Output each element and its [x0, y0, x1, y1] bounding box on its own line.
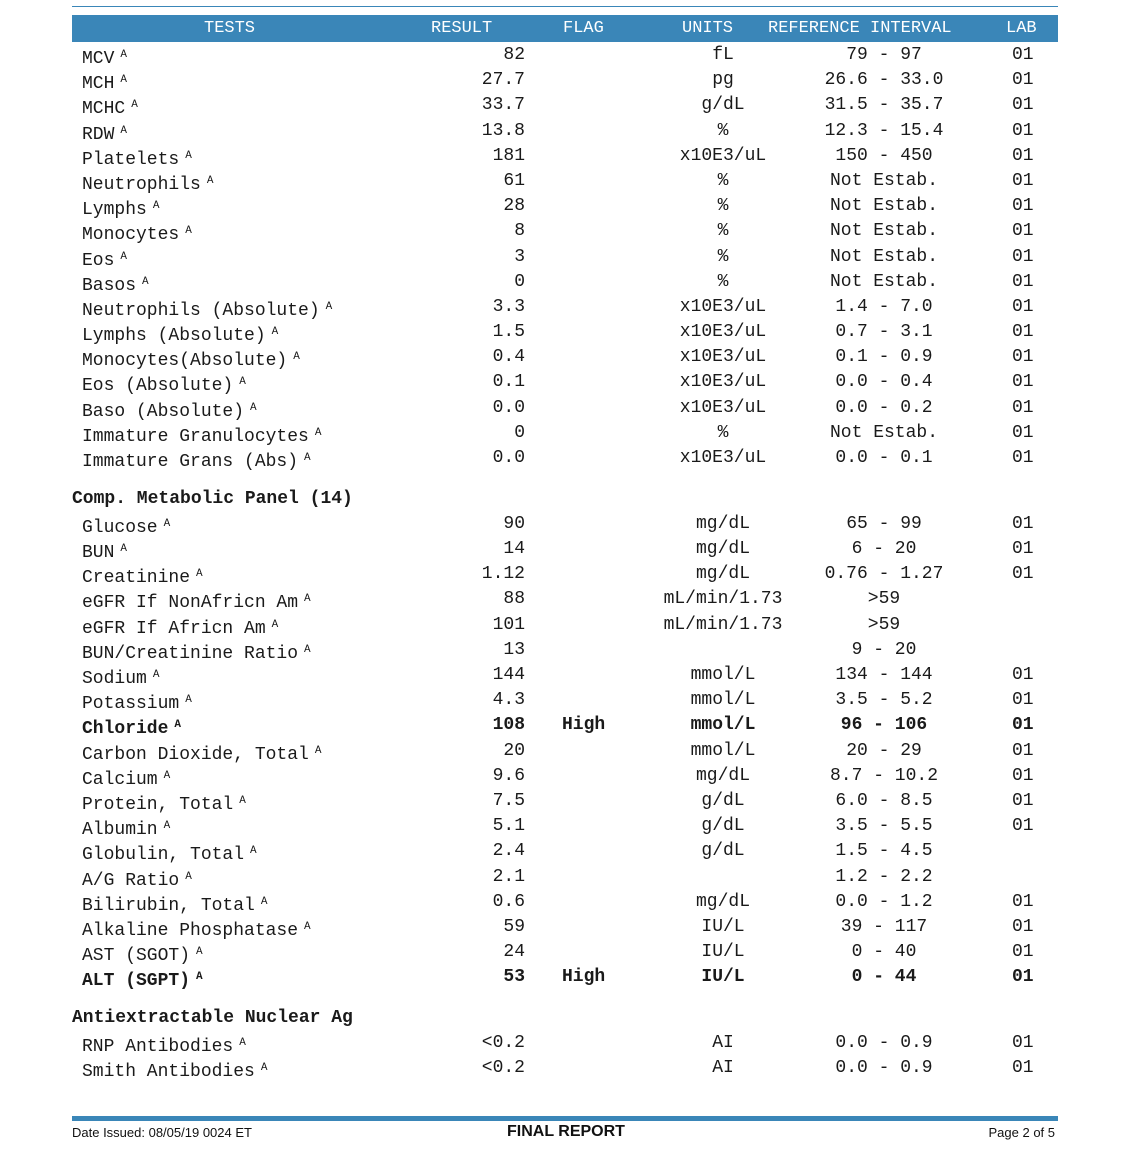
test-units: mg/dL — [695, 513, 750, 534]
test-result: 0 — [514, 422, 525, 443]
test-units: % — [717, 422, 729, 443]
test-name-text: Smith Antibodies — [82, 1062, 255, 1083]
test-name-text: BUN — [82, 543, 115, 564]
test-result: 5.1 — [492, 816, 525, 837]
lab-superscript: A — [314, 426, 322, 439]
test-reference: 0.0 - 1.2 — [835, 891, 933, 912]
test-units: g/dL — [701, 841, 745, 862]
test-reference: 9 - 20 — [851, 639, 917, 660]
test-lab: 01 — [1012, 95, 1034, 116]
test-name-text: Monocytes — [82, 225, 180, 246]
bottom-rule — [72, 1116, 1058, 1121]
table-row — [0, 68, 1125, 93]
test-name-text: BUN/Creatinine Ratio — [82, 643, 299, 664]
test-lab: 01 — [1012, 170, 1034, 191]
test-result: 20 — [503, 740, 525, 761]
test-reference: 0.0 - 0.9 — [835, 1033, 933, 1054]
lab-superscript: A — [185, 870, 192, 883]
lab-superscript: A — [304, 643, 311, 656]
test-result: 0 — [514, 271, 525, 292]
test-units: g/dL — [701, 790, 745, 811]
section-title — [0, 487, 1125, 512]
table-row — [0, 245, 1125, 270]
test-reference: 96 - 106 — [840, 715, 928, 736]
test-name-text: Chloride — [82, 719, 169, 740]
test-units: fL — [712, 45, 734, 65]
test-name-text: Platelets — [82, 149, 180, 170]
test-reference: Not Estab. — [829, 196, 939, 217]
test-name-text: Alkaline Phosphatase — [82, 920, 299, 941]
test-lab: 01 — [1012, 891, 1034, 912]
test-result: 0.0 — [492, 448, 525, 468]
test-name-text: A/G Ratio — [82, 870, 180, 891]
test-result: <0.2 — [481, 1033, 525, 1054]
test-units: mmol/L — [690, 690, 756, 711]
test-result: 181 — [492, 145, 525, 166]
table-row — [0, 587, 1125, 612]
col-reference: REFERENCE INTERVAL — [768, 19, 952, 38]
test-lab: 01 — [1012, 1033, 1034, 1054]
test-name-text: Protein, Total — [82, 794, 234, 815]
col-flag: FLAG — [563, 19, 604, 38]
test-reference: 0.76 - 1.27 — [824, 564, 944, 585]
test-units: mL/min/1.73 — [663, 589, 783, 610]
lab-superscript: A — [271, 326, 279, 339]
section-title-text: Comp. Metabolic Panel (14) — [72, 488, 353, 509]
test-flag: High — [562, 715, 606, 736]
test-units: % — [717, 246, 729, 267]
test-lab: 01 — [1012, 196, 1034, 217]
test-name-text: Carbon Dioxide, Total — [82, 744, 309, 765]
test-units: AI — [712, 1033, 734, 1054]
test-reference: 3.5 - 5.5 — [835, 816, 933, 837]
lab-superscript: A — [196, 568, 203, 581]
test-units: mmol/L — [690, 740, 756, 761]
test-lab: 01 — [1012, 513, 1034, 534]
test-result: 8 — [514, 221, 525, 242]
test-lab: 01 — [1012, 1058, 1034, 1079]
table-row — [0, 169, 1125, 194]
test-lab: 01 — [1012, 271, 1034, 292]
test-name-text: Neutrophils (Absolute) — [82, 300, 320, 321]
test-lab: 01 — [1012, 397, 1034, 418]
top-rule — [72, 6, 1058, 7]
page-number: Page 2 of 5 — [988, 1125, 1055, 1140]
test-lab: 01 — [1012, 715, 1034, 736]
lab-superscript: A — [163, 769, 171, 782]
test-lab: 01 — [1012, 246, 1034, 267]
test-units: x10E3/uL — [679, 322, 767, 343]
test-units: x10E3/uL — [679, 296, 767, 317]
lab-superscript: A — [325, 300, 333, 313]
test-name-text: MCV — [82, 49, 115, 69]
test-name-text: Eos (Absolute) — [82, 376, 234, 397]
test-lab: 01 — [1012, 790, 1034, 811]
test-name-text: ALT (SGPT) — [82, 971, 191, 992]
test-units: % — [717, 170, 729, 191]
lab-superscript: A — [239, 1037, 246, 1050]
lab-superscript: A — [120, 74, 128, 87]
test-reference: 0.0 - 0.2 — [835, 397, 933, 418]
test-name-text: Albumin — [82, 820, 158, 841]
table-row — [0, 320, 1125, 345]
lab-superscript: A — [271, 618, 279, 631]
lab-superscript: A — [239, 794, 246, 807]
test-name-text: Bilirubin, Total — [82, 895, 255, 916]
test-result: 0.4 — [492, 347, 525, 368]
test-result: 2.4 — [492, 841, 525, 862]
test-reference: 79 - 97 — [846, 45, 922, 65]
table-row — [0, 219, 1125, 244]
lab-superscript: A — [304, 452, 311, 464]
test-result: 13.8 — [481, 120, 525, 141]
test-lab: 01 — [1012, 740, 1034, 761]
lab-superscript: A — [314, 744, 322, 757]
table-row — [0, 890, 1125, 915]
test-reference: 1.4 - 7.0 — [835, 296, 933, 317]
test-result: 4.3 — [492, 690, 525, 711]
test-result: 53 — [503, 967, 525, 988]
test-units: g/dL — [701, 816, 745, 837]
lab-superscript: A — [196, 946, 203, 959]
test-result: 59 — [503, 916, 525, 937]
lab-superscript: A — [163, 820, 171, 833]
table-row — [0, 396, 1125, 421]
test-units: IU/L — [701, 942, 745, 963]
test-units: x10E3/uL — [679, 347, 767, 368]
test-reference: 0 - 40 — [851, 942, 917, 963]
test-reference: 65 - 99 — [846, 513, 922, 534]
test-reference: 1.5 - 4.5 — [835, 841, 933, 862]
test-lab: 01 — [1012, 45, 1034, 65]
table-row — [0, 713, 1125, 738]
table-row — [0, 194, 1125, 219]
test-lab: 01 — [1012, 322, 1034, 343]
table-row — [0, 764, 1125, 789]
test-result: 90 — [503, 513, 525, 534]
table-row — [0, 144, 1125, 169]
test-name-text: MCHC — [82, 99, 126, 120]
test-units: pg — [712, 70, 734, 91]
lab-superscript: A — [120, 250, 128, 263]
table-row — [0, 370, 1125, 395]
lab-superscript: A — [174, 719, 182, 732]
lab-superscript: A — [196, 971, 203, 984]
test-lab: 01 — [1012, 539, 1034, 560]
test-units: AI — [712, 1058, 734, 1079]
table-row — [0, 446, 1125, 471]
test-result: 144 — [492, 665, 525, 685]
table-row — [0, 295, 1125, 320]
test-result: 0.1 — [492, 372, 525, 393]
table-row — [0, 537, 1125, 562]
lab-superscript: A — [131, 99, 138, 112]
lab-superscript: A — [185, 694, 192, 707]
test-reference: Not Estab. — [829, 422, 939, 443]
table-row — [0, 865, 1125, 890]
lab-superscript: A — [185, 225, 192, 238]
table-row — [0, 1056, 1125, 1081]
test-reference: 12.3 - 15.4 — [824, 120, 944, 141]
test-reference: 0.7 - 3.1 — [835, 322, 933, 343]
table-row — [0, 739, 1125, 764]
test-reference: 20 - 29 — [846, 740, 922, 761]
col-lab: LAB — [1006, 19, 1037, 38]
test-name-text: Eos — [82, 250, 115, 271]
test-reference: 1.2 - 2.2 — [835, 866, 933, 887]
test-name-text: Globulin, Total — [82, 845, 245, 866]
section-title-text: Antiextractable Nuclear Ag — [72, 1007, 353, 1028]
test-units: x10E3/uL — [679, 448, 767, 468]
test-name-text: RNP Antibodies — [82, 1037, 234, 1058]
test-name-text: Glucose — [82, 517, 158, 538]
test-reference: 0.0 - 0.9 — [835, 1058, 933, 1079]
test-name-text: Potassium — [82, 694, 180, 715]
test-result: 3.3 — [492, 296, 525, 317]
table-row — [0, 814, 1125, 839]
test-result: 108 — [492, 715, 525, 736]
lab-superscript: A — [250, 845, 257, 858]
test-result: 1.5 — [492, 322, 525, 343]
date-issued: Date Issued: 08/05/19 0024 ET — [72, 1125, 252, 1140]
lab-superscript: A — [239, 376, 246, 389]
test-name-text: RDW — [82, 124, 115, 145]
test-name — [82, 965, 203, 994]
test-result: 24 — [503, 942, 525, 963]
table-row — [0, 663, 1125, 688]
test-lab: 01 — [1012, 765, 1034, 786]
test-result: 101 — [492, 614, 525, 635]
test-result: 3 — [514, 246, 525, 267]
test-result: 82 — [503, 45, 525, 65]
test-lab: 01 — [1012, 120, 1034, 141]
test-lab: 01 — [1012, 448, 1034, 468]
table-row — [0, 613, 1125, 638]
test-name — [82, 1056, 267, 1085]
test-result: 2.1 — [492, 866, 525, 887]
test-result: 88 — [503, 589, 525, 610]
test-name-text: MCH — [82, 74, 115, 95]
test-reference: Not Estab. — [829, 271, 939, 292]
test-units: x10E3/uL — [679, 372, 767, 393]
lab-superscript: A — [163, 517, 171, 530]
test-units: mg/dL — [695, 564, 750, 585]
test-result: 0.6 — [492, 891, 525, 912]
test-reference: Not Estab. — [829, 221, 939, 242]
test-units: % — [717, 120, 729, 141]
table-header — [72, 15, 1058, 42]
lab-superscript: A — [206, 174, 214, 187]
test-lab: 01 — [1012, 916, 1034, 937]
test-units: mg/dL — [695, 891, 750, 912]
table-row — [0, 1031, 1125, 1056]
lab-superscript: A — [304, 920, 311, 933]
test-reference: 26.6 - 33.0 — [824, 70, 944, 91]
test-name-text: Sodium — [82, 669, 147, 689]
test-name-text: Lymphs — [82, 200, 147, 221]
table-row — [0, 345, 1125, 370]
test-name-text: Baso (Absolute) — [82, 401, 245, 422]
table-row — [0, 638, 1125, 663]
test-units: g/dL — [701, 95, 745, 116]
test-result: <0.2 — [481, 1058, 525, 1079]
test-reference: 39 - 117 — [840, 916, 928, 937]
col-result: RESULT — [431, 19, 493, 38]
test-flag: High — [562, 967, 606, 988]
test-reference: 134 - 144 — [835, 665, 933, 685]
test-reference: 0.1 - 0.9 — [835, 347, 933, 368]
test-result: 27.7 — [481, 70, 525, 91]
report-status: FINAL REPORT — [507, 1123, 625, 1140]
results-table — [0, 43, 1125, 1082]
test-reference: 3.5 - 5.2 — [835, 690, 933, 711]
test-units: mmol/L — [690, 665, 756, 685]
lab-superscript: A — [260, 895, 268, 908]
test-lab: 01 — [1012, 942, 1034, 963]
test-lab: 01 — [1012, 70, 1034, 91]
test-result: 33.7 — [481, 95, 525, 116]
test-name — [82, 446, 311, 475]
lab-superscript: A — [152, 669, 160, 681]
table-row — [0, 940, 1125, 965]
test-lab: 01 — [1012, 816, 1034, 837]
test-lab: 01 — [1012, 564, 1034, 585]
test-reference: >59 — [867, 589, 901, 610]
lab-superscript: A — [260, 1062, 268, 1075]
test-lab: 01 — [1012, 690, 1034, 711]
test-name-text: Creatinine — [82, 568, 191, 589]
table-row — [0, 270, 1125, 295]
test-name-text: AST (SGOT) — [82, 946, 191, 967]
test-name-text: Neutrophils — [82, 174, 201, 195]
test-reference: 150 - 450 — [835, 145, 933, 166]
test-result: 28 — [503, 196, 525, 217]
test-units: mmol/L — [690, 715, 756, 736]
lab-superscript: A — [120, 543, 128, 556]
test-name-text: Immature Granulocytes — [82, 426, 309, 447]
test-lab: 01 — [1012, 296, 1034, 317]
table-row — [0, 512, 1125, 537]
test-units: % — [717, 196, 729, 217]
lab-superscript: A — [185, 149, 192, 162]
test-reference: >59 — [867, 614, 901, 635]
table-row — [0, 421, 1125, 446]
test-reference: 0.0 - 0.4 — [835, 372, 933, 393]
lab-superscript: A — [152, 200, 160, 213]
table-row — [0, 562, 1125, 587]
col-tests: TESTS — [204, 19, 256, 38]
test-name-text: Immature Grans (Abs) — [82, 452, 299, 472]
lab-superscript: A — [304, 593, 311, 606]
table-row — [0, 688, 1125, 713]
test-reference: 6.0 - 8.5 — [835, 790, 933, 811]
lab-superscript: A — [250, 401, 257, 414]
test-units: mL/min/1.73 — [663, 614, 783, 635]
lab-superscript: A — [120, 124, 128, 137]
test-units: % — [717, 271, 729, 292]
col-units: UNITS — [682, 19, 734, 38]
test-result: 1.12 — [481, 564, 525, 585]
test-reference: 0 - 44 — [851, 967, 917, 988]
section-title — [0, 1006, 1125, 1031]
test-units: mg/dL — [695, 765, 750, 786]
test-result: 9.6 — [492, 765, 525, 786]
test-reference: Not Estab. — [829, 246, 939, 267]
test-lab: 01 — [1012, 221, 1034, 242]
table-row — [0, 965, 1125, 990]
test-reference: 8.7 - 10.2 — [829, 765, 939, 786]
test-name-text: Lymphs (Absolute) — [82, 326, 266, 347]
test-reference: 0.0 - 0.1 — [835, 448, 933, 468]
test-name-text: eGFR If NonAfricn Am — [82, 593, 299, 614]
table-row — [0, 43, 1125, 68]
test-lab: 01 — [1012, 372, 1034, 393]
test-result: 0.0 — [492, 397, 525, 418]
test-reference: Not Estab. — [829, 170, 939, 191]
table-row — [0, 839, 1125, 864]
table-row — [0, 789, 1125, 814]
test-lab: 01 — [1012, 145, 1034, 166]
test-reference: 31.5 - 35.7 — [824, 95, 944, 116]
test-result: 13 — [503, 639, 525, 660]
test-units: IU/L — [701, 967, 745, 988]
test-name-text: Calcium — [82, 769, 158, 790]
lab-superscript: A — [293, 351, 300, 364]
lab-superscript: A — [120, 49, 128, 61]
lab-superscript: A — [142, 275, 149, 288]
test-result: 14 — [503, 539, 525, 560]
test-units: % — [717, 221, 729, 242]
test-name-text: Basos — [82, 275, 137, 296]
test-units: x10E3/uL — [679, 397, 767, 418]
test-reference: 6 - 20 — [851, 539, 917, 560]
test-result: 61 — [503, 170, 525, 191]
test-units: mg/dL — [695, 539, 750, 560]
test-name-text: eGFR If Africn Am — [82, 618, 266, 639]
test-lab: 01 — [1012, 967, 1034, 988]
test-result: 7.5 — [492, 790, 525, 811]
test-units: IU/L — [701, 916, 745, 937]
test-lab: 01 — [1012, 422, 1034, 443]
test-name-text: Monocytes(Absolute) — [82, 351, 288, 372]
test-units: x10E3/uL — [679, 145, 767, 166]
test-lab: 01 — [1012, 665, 1034, 685]
table-row — [0, 93, 1125, 118]
table-row — [0, 119, 1125, 144]
test-lab: 01 — [1012, 347, 1034, 368]
table-row — [0, 915, 1125, 940]
